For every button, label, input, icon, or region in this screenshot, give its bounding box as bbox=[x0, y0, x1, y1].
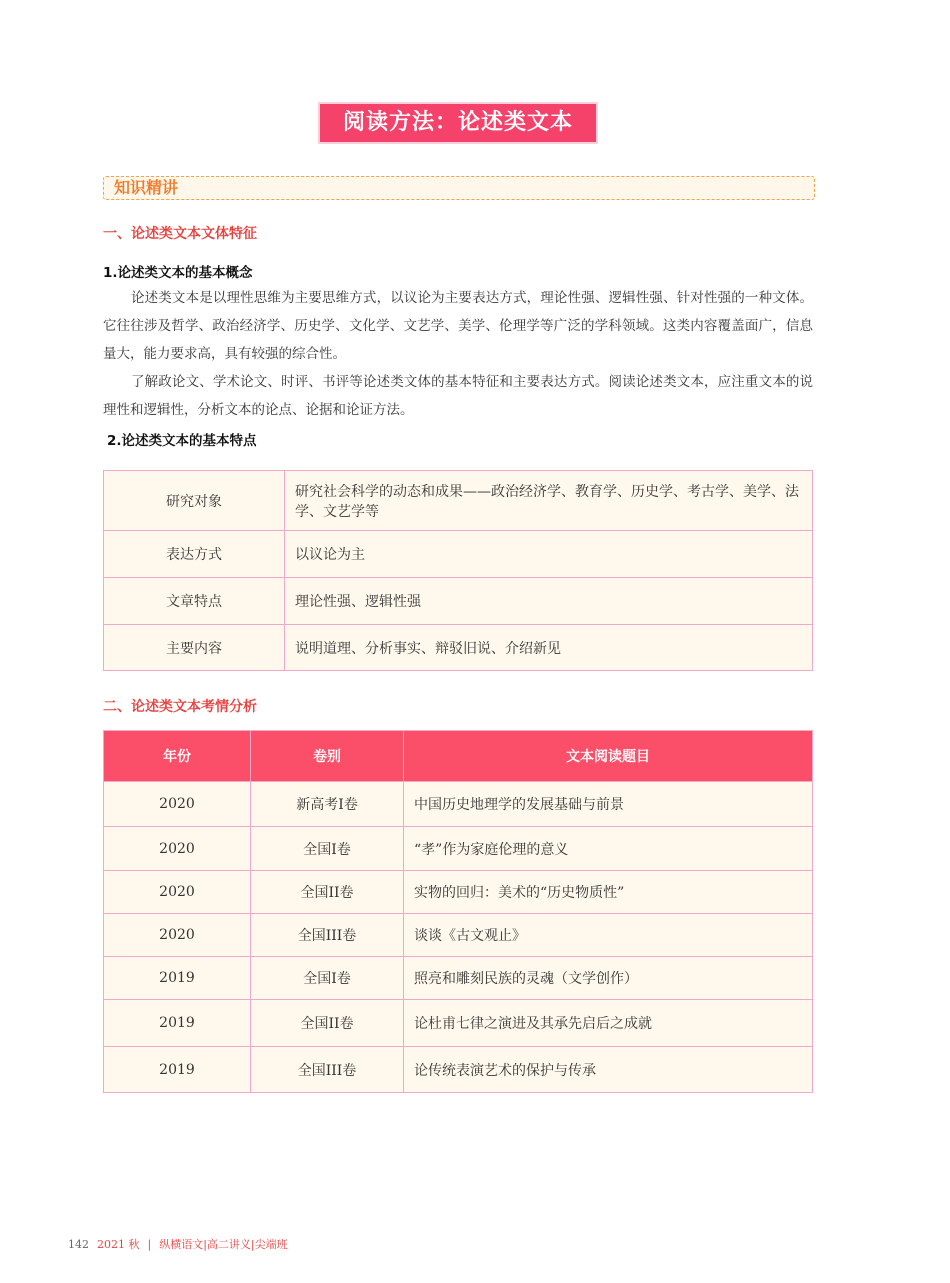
column-header-title: 文本阅读题目 bbox=[404, 731, 813, 782]
table-row bbox=[104, 782, 813, 827]
footer-year: 2021 秋 bbox=[97, 1238, 140, 1251]
feature-value: 说明道理、分析事实、辩驳旧说、介绍新见 bbox=[285, 625, 813, 671]
paragraph-concept: 论述类文本是以理性思维为主要思维方式，以议论为主要表达方式，理论性强、逻辑性强、针对性强的一种文体。它往往涉及哲学、政治经济学、历史学、文化学、文艺学、美学、伦理学等广泛的学科领域。这类内容覆盖面广，信息量大，能力要求高，具有较强的综合性。 bbox=[103, 290, 813, 362]
feature-value: 以议论为主 bbox=[285, 531, 813, 578]
footer-separator: | bbox=[147, 1238, 152, 1251]
paper-cell: 新高考I卷 bbox=[251, 782, 404, 827]
year-cell: 2019 bbox=[104, 1047, 251, 1093]
title-cell: 实物的回归：美术的“历史物质性” bbox=[404, 871, 813, 914]
table-row bbox=[104, 1000, 813, 1047]
year-cell: 2020 bbox=[104, 782, 251, 827]
paper-cell: 全国I卷 bbox=[251, 957, 404, 1000]
column-header-year: 年份 bbox=[104, 731, 251, 782]
year-cell: 2020 bbox=[104, 871, 251, 914]
paper-cell: 全国III卷 bbox=[251, 914, 404, 957]
table-header-row bbox=[104, 731, 813, 782]
table-row bbox=[104, 578, 813, 625]
paper-cell: 全国II卷 bbox=[251, 871, 404, 914]
part1-heading: 一、论述类文本文体特征 bbox=[103, 226, 257, 242]
table-row bbox=[104, 957, 813, 1000]
year-cell: 2020 bbox=[104, 827, 251, 871]
feature-key: 主要内容 bbox=[104, 625, 285, 671]
feature-key: 文章特点 bbox=[104, 578, 285, 625]
feature-value: 研究社会科学的动态和成果——政治经济学、教育学、历史学、考古学、美学、法学、文艺学等 bbox=[285, 471, 813, 531]
table-row bbox=[104, 625, 813, 671]
title-cell: 谈谈《古文观止》 bbox=[404, 914, 813, 957]
title-cell: “孝”作为家庭伦理的意义 bbox=[404, 827, 813, 871]
footer-book-title: 纵横语文|高二讲义|尖端班 bbox=[159, 1238, 288, 1251]
paper-cell: 全国II卷 bbox=[251, 1000, 404, 1047]
feature-key: 表达方式 bbox=[104, 531, 285, 578]
page-number: 142 bbox=[68, 1238, 89, 1251]
title-cell: 论传统表演艺术的保护与传承 bbox=[404, 1047, 813, 1093]
exam-analysis-table bbox=[103, 730, 813, 1093]
table-row bbox=[104, 914, 813, 957]
part1-subheading-2: 2.论述类文本的基本特点 bbox=[107, 433, 257, 449]
section-label: 知识精讲 bbox=[114, 178, 179, 197]
table-row bbox=[104, 531, 813, 578]
feature-value: 理论性强、逻辑性强 bbox=[285, 578, 813, 625]
section-label-band bbox=[103, 176, 815, 200]
features-table bbox=[103, 470, 813, 671]
year-cell: 2020 bbox=[104, 914, 251, 957]
part2-heading: 二、论述类文本考情分析 bbox=[103, 699, 257, 715]
column-header-paper: 卷别 bbox=[251, 731, 404, 782]
title-cell: 论杜甫七律之演进及其承先启后之成就 bbox=[404, 1000, 813, 1047]
table-row bbox=[104, 827, 813, 871]
feature-key: 研究对象 bbox=[104, 471, 285, 531]
table-row bbox=[104, 871, 813, 914]
paper-cell: 全国I卷 bbox=[251, 827, 404, 871]
part1-subheading-1: 1.论述类文本的基本概念 bbox=[103, 265, 253, 281]
year-cell: 2019 bbox=[104, 957, 251, 1000]
table-row bbox=[104, 471, 813, 531]
title-cell: 照亮和雕刻民族的灵魂（文学创作） bbox=[404, 957, 813, 1000]
title-cell: 中国历史地理学的发展基础与前景 bbox=[404, 782, 813, 827]
page-footer bbox=[68, 1236, 288, 1252]
page-title: 阅读方法：论述类文本 bbox=[320, 104, 596, 142]
year-cell: 2019 bbox=[104, 1000, 251, 1047]
paper-cell: 全国III卷 bbox=[251, 1047, 404, 1093]
table-row bbox=[104, 1047, 813, 1093]
paragraph-reading-method: 了解政论文、学术论文、时评、书评等论述类文体的基本特征和主要表达方式。阅读论述类文本，应注重文本的说理性和逻辑性，分析文本的论点、论据和论证方法。 bbox=[103, 374, 813, 418]
